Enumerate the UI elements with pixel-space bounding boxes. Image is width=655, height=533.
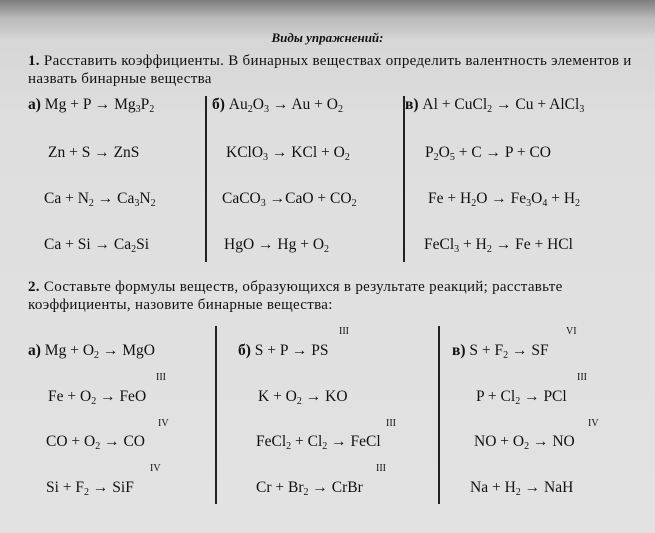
column-v-label: в) xyxy=(452,342,466,359)
equation-2v-1: в) $S + F_2$ → SF xyxy=(452,342,549,361)
equation-1b-2: KClO$_3$ → KCl + $O_2$ xyxy=(226,144,350,163)
equation-2v-2: $P + Cl_2$ → PCl xyxy=(476,388,567,407)
equation-2a-1: а) $Mg + O_2$ → MgO xyxy=(28,342,155,361)
page-title: Виды упражнений: xyxy=(271,30,384,45)
task-2-number: 2. xyxy=(28,279,40,295)
valence-mark: III xyxy=(577,372,587,383)
task-2-instructions: Составьте формулы веществ, образующихся в результате реакций; расставьте коэффициенты, назовите бинарные вещества: xyxy=(28,279,563,313)
equation-2v-4: $Na + H_2$ → NaH xyxy=(470,479,574,498)
equation-2b-2: $K + O_2$ → KO xyxy=(258,388,348,407)
column-b-label: б) xyxy=(212,96,225,113)
equation-1b-3: CaCO$_3$ $\to CaO + CO_2$ xyxy=(222,190,357,209)
task-1-number: 1. xyxy=(28,53,40,69)
valence-mark: III xyxy=(156,372,166,383)
equation-2b-1: б) S + P → PS xyxy=(238,342,329,359)
valence-mark: IV xyxy=(588,418,599,429)
equation-1b-1: б) $Au_2O_3 \to Au + O_2$ xyxy=(212,96,343,115)
equation-1a-1: а) $Mg + P \to Mg_3P_2$ xyxy=(28,96,155,115)
column-divider xyxy=(205,96,207,262)
equation-2b-3: FeCl$_2$ + $Cl_2$ → FeCl xyxy=(256,433,381,452)
column-divider xyxy=(215,326,217,504)
equation-1a-4: $Ca + Si \to Ca_2Si$ xyxy=(44,236,150,255)
task-2-text xyxy=(28,278,640,314)
equation-2a-4: $Si + F_2$ → SiF xyxy=(46,479,134,498)
equation-2b-4: $Cr + Br_2$ → CrBr xyxy=(256,479,363,498)
column-v-label: в) xyxy=(405,96,419,113)
equation-1b-4: HgO → $Hg + O_2$ xyxy=(224,236,330,255)
valence-mark: III xyxy=(386,418,396,429)
equation-1a-3: $Ca + N_2 \to Ca_3N_2$ xyxy=(44,190,156,209)
equation-2a-3: CO + $O_2$ → CO xyxy=(46,433,146,452)
column-divider xyxy=(403,96,405,262)
task-1-instructions: Расставить коэффициенты. В бинарных веществах определить валентность элементов и назвать бинарные вещества xyxy=(28,53,632,87)
column-divider xyxy=(438,326,440,504)
valence-mark: VI xyxy=(566,326,577,337)
equation-2a-2: $Fe + O_2$ → FeO xyxy=(48,388,147,407)
equation-1v-2: $P_2O_5 + C \to P$ + CO xyxy=(425,144,551,163)
equation-1v-1: в) Al + CuCl$_2$ → Cu + AlCl$_3$ xyxy=(405,96,585,115)
column-a-label: а) xyxy=(28,96,41,113)
equation-1a-2: Zn + S → ZnS xyxy=(48,144,140,161)
valence-mark: IV xyxy=(150,463,161,474)
task-1-text xyxy=(28,52,640,88)
equation-1v-3: $Fe + H_2O \to Fe_3O_4 + H_2$ xyxy=(428,190,581,209)
column-a-label: а) xyxy=(28,342,41,359)
valence-mark: III xyxy=(376,463,386,474)
equation-2v-3: NO + $O_2$ → NO xyxy=(474,433,575,452)
valence-mark: IV xyxy=(158,418,169,429)
equation-1v-4: FeCl$_3$ + $H_2 \to Fe$ + HCl xyxy=(424,236,573,255)
column-b-label: б) xyxy=(238,342,251,359)
valence-mark: III xyxy=(339,326,349,337)
